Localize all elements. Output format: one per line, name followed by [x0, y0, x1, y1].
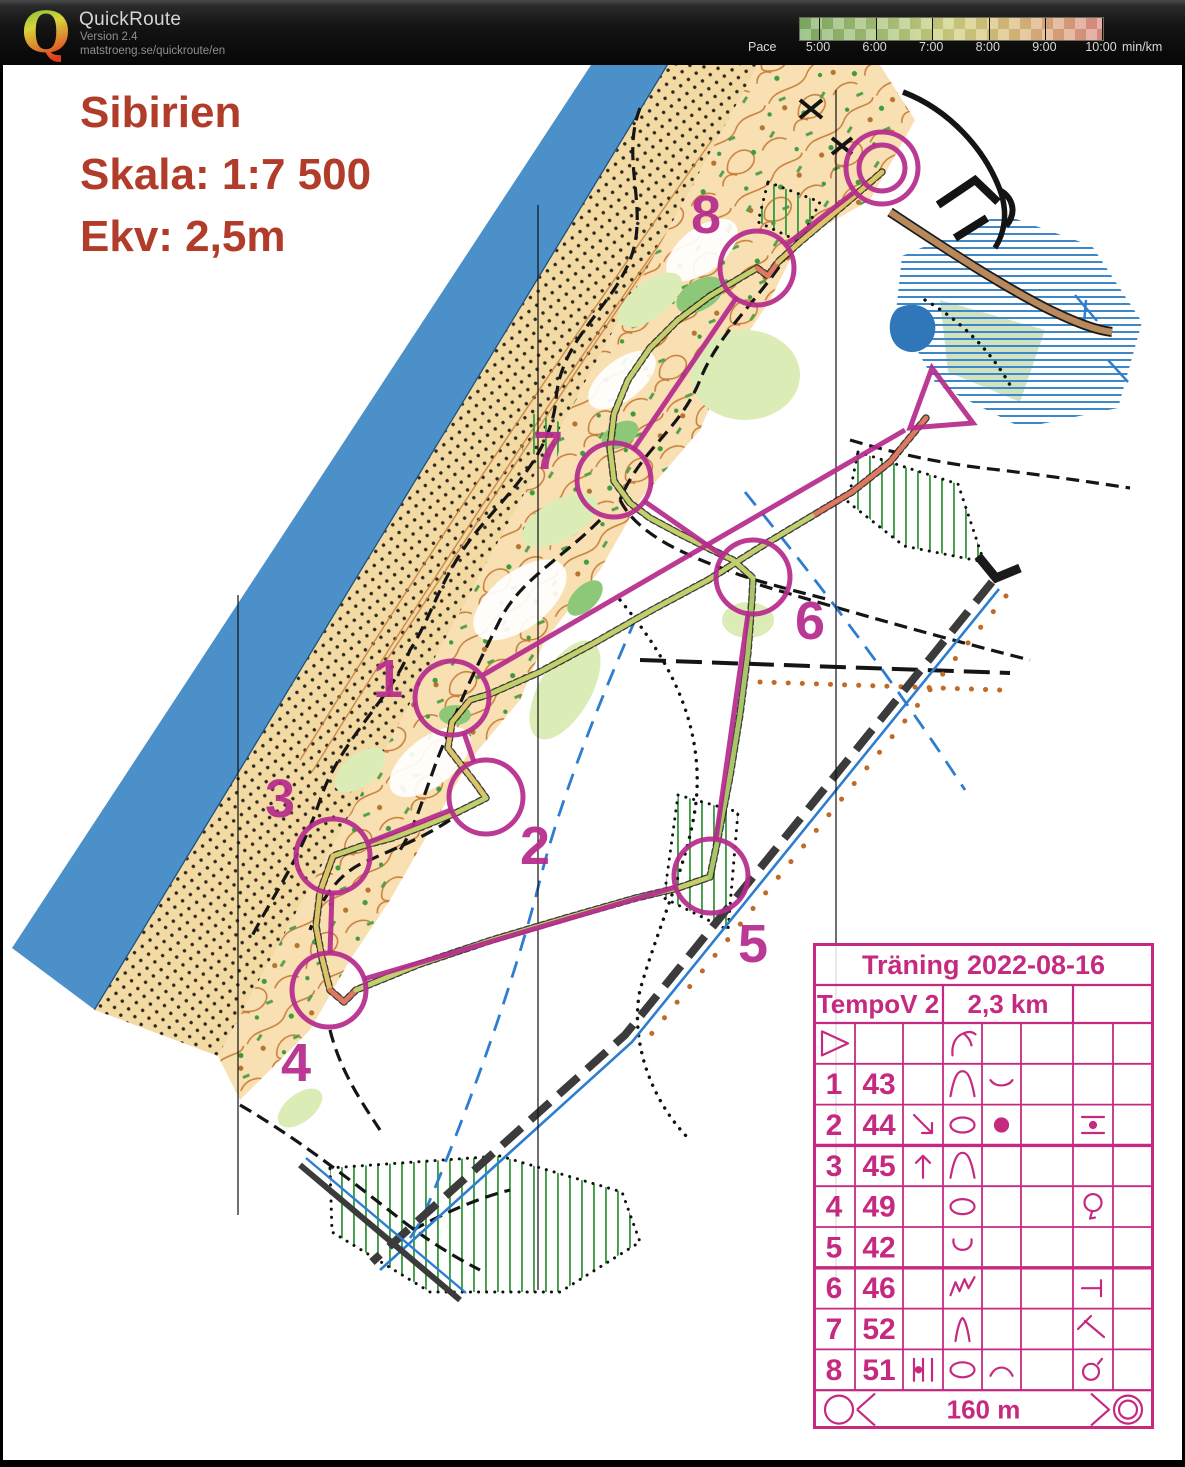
table-title: Träning 2022-08-16	[861, 950, 1106, 980]
pace-tick	[1045, 18, 1046, 40]
pace-tick-label: 10:00	[1085, 40, 1117, 54]
control-number-7: 7	[532, 421, 564, 481]
course-name: TempoV 2	[816, 989, 940, 1019]
pace-gradient-bar	[799, 17, 1104, 41]
control-number-cell: 7	[825, 1313, 843, 1346]
pace-tick-label: 7:00	[919, 40, 944, 54]
map-title-block	[80, 82, 371, 268]
control-code-cell: 44	[862, 1109, 896, 1142]
svg-text:Q: Q	[21, 4, 71, 64]
app-title: QuickRoute	[79, 9, 182, 30]
control-number-cell: 6	[825, 1272, 843, 1306]
course-leg-line	[330, 893, 332, 953]
pace-tick	[932, 18, 933, 40]
control-number-cell: 5	[825, 1231, 843, 1265]
control-code-cell: 43	[862, 1068, 896, 1102]
map-canvas[interactable]	[0, 65, 1185, 1460]
control-code-cell: 46	[862, 1272, 896, 1306]
control-number-cell: 3	[825, 1149, 843, 1183]
control-description-table	[813, 943, 1154, 1429]
app-version: Version 2.4	[80, 31, 138, 43]
control-code-cell: 49	[862, 1190, 896, 1224]
control-number-8: 8	[690, 185, 722, 245]
app-url: matstroeng.se/quickroute/en	[80, 45, 226, 57]
control-number-3: 3	[264, 769, 296, 829]
pace-tick-label: 9:00	[1032, 40, 1057, 54]
control-number-6: 6	[794, 591, 826, 651]
control-number-5: 5	[737, 914, 769, 974]
symbol-dot	[995, 1119, 1008, 1132]
control-code-cell: 52	[862, 1313, 896, 1346]
pace-tick-label: 6:00	[862, 40, 887, 54]
quickroute-logo-icon	[16, 4, 76, 64]
pace-tick-label: 5:00	[805, 40, 831, 54]
control-number-1: 1	[372, 649, 404, 709]
pace-tick	[1102, 18, 1103, 40]
pace-tick	[989, 18, 990, 40]
control-number-2: 2	[519, 816, 551, 876]
pace-tick	[819, 18, 820, 40]
map-scale: Skala: 1:7 500	[80, 150, 372, 199]
control-code-cell: 42	[862, 1231, 896, 1265]
pace-tick	[876, 18, 877, 40]
pace-legend-label: Pace	[748, 40, 777, 54]
control-number-4: 4	[280, 1033, 312, 1093]
pace-tick-label: 8:00	[975, 40, 1000, 54]
pace-unit-label: min/km	[1122, 40, 1163, 54]
control-number-cell: 2	[825, 1109, 843, 1142]
pond	[890, 305, 936, 352]
control-code-cell: 45	[862, 1149, 896, 1183]
header-bar	[0, 0, 1185, 65]
map-name: Sibirien	[80, 88, 242, 137]
control-number-cell: 4	[825, 1190, 843, 1224]
course-length: 2,3 km	[967, 989, 1049, 1019]
control-code-cell: 51	[862, 1353, 896, 1387]
control-number-cell: 8	[825, 1353, 843, 1387]
control-number-cell: 1	[825, 1068, 843, 1102]
leg-distance: 160 m	[946, 1394, 1021, 1425]
map-equidistance: Ekv: 2,5m	[80, 212, 286, 261]
